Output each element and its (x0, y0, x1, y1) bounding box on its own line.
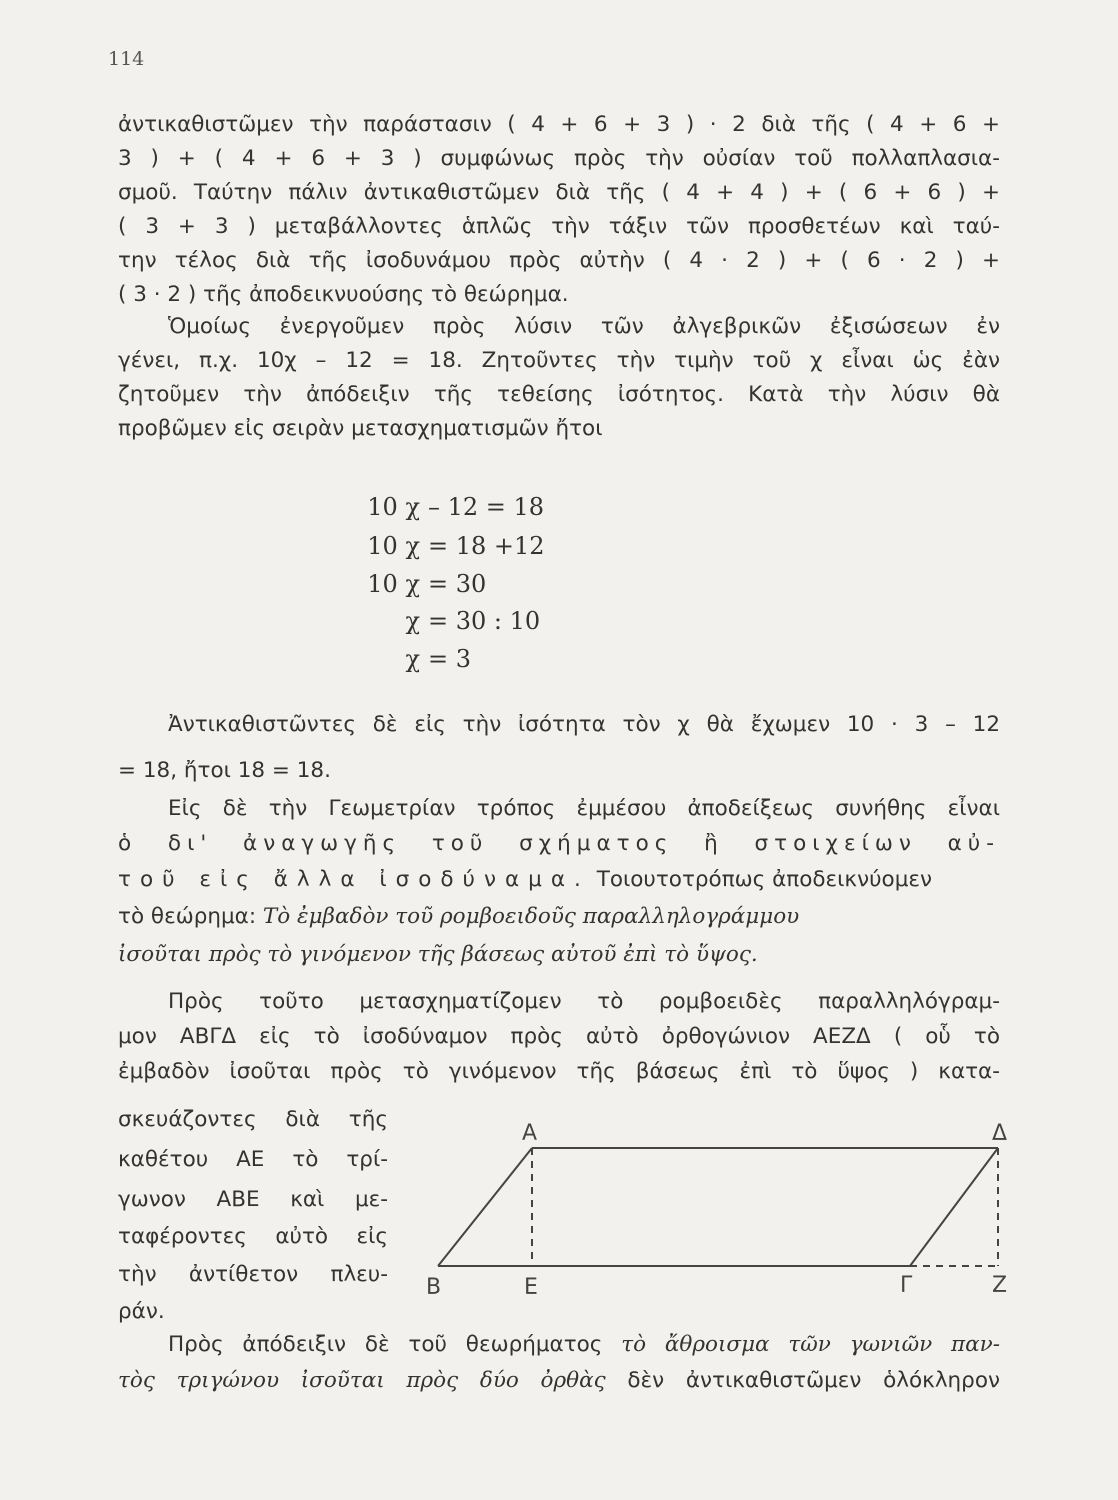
label-E: Ε (524, 1275, 538, 1300)
text-line: ( 3 · 2 ) τῆς ἀποδεικνυούσης τὸ θεώρημα. (118, 282, 569, 307)
text-line (168, 1330, 1000, 1360)
text-line: Εἰς δὲ τὴν Γεωμετρίαν τρόπος ἐμμέσου ἀποδείξεως συνήθης εἶναι (168, 796, 1000, 821)
text-line (118, 865, 1000, 895)
text-line: ἀντικαθιστῶμεν τὴν παράστασιν ( 4 + 6 + 3 ) · 2 διὰ τῆς ( 4 + 6 + (118, 112, 1000, 137)
text-line: ἐμβαδὸν ἰσοῦται πρὸς τὸ γινόμενον τῆς βάσεως ἐπὶ τὸ ὕψος ) κατα- (118, 1059, 1000, 1084)
label-B: Β (426, 1275, 442, 1300)
text-line: γωνον ΑΒΕ καὶ με- (118, 1187, 388, 1212)
equation-rhs: – 12 = 18 (428, 493, 545, 521)
page-number: 114 (108, 48, 145, 70)
text-line: ὁ δι' ἀναγωγῆς τοῦ σχήματος ἢ στοιχείων αὐ- (118, 831, 1000, 856)
label-A: Α (522, 1121, 538, 1146)
text-line: = 18, ἤτοι 18 = 18. (118, 758, 331, 783)
equation-rhs: = 30 : 10 (428, 607, 541, 635)
equation-lhs: χ (405, 607, 420, 635)
equation-rhs: = 3 (428, 645, 472, 673)
italic-theorem: τὸ ἄθροισμα τῶν γωνιῶν παν- (621, 1332, 1000, 1357)
text-line: την τέλος διὰ τῆς ἰσοδυνάμου πρὸς αὐτὴν ( 4 · 2 ) + ( 6 · 2 ) + (118, 248, 1000, 273)
side-AB (438, 1148, 532, 1266)
text-line: τὴν ἀντίθετον πλευ- (118, 1262, 388, 1287)
equation-rhs: = 30 (428, 570, 487, 598)
text-line: γένει, π.χ. 10χ – 12 = 18. Ζητοῦντες τὴν τιμὴν τοῦ χ εἶναι ὡς ἐὰν (118, 348, 1000, 373)
text-line: Πρὸς τοῦτο μετασχηματίζομεν τὸ ρομβοειδὲς παραλληλόγραμ- (168, 989, 1000, 1014)
text-line: σμοῦ. Ταύτην πάλιν ἀντικαθιστῶμεν διὰ τῆς ( 4 + 4 ) + ( 6 + 6 ) + (118, 180, 1000, 205)
equation-lhs: χ (405, 645, 420, 673)
text-line: καθέτου ΑΕ τὸ τρί- (118, 1147, 388, 1172)
text-span: δὲν ἀντικαθιστῶμεν ὁλόκληρον (605, 1368, 1000, 1393)
parallelogram-figure (420, 1118, 1020, 1308)
text-span: Τοιουτοτρόπως ἀποδεικνύομεν (589, 867, 933, 892)
text-line: ( 3 + 3 ) μεταβάλλοντες ἁπλῶς τὴν τάξιν τῶν προσθετέων καὶ ταύ- (118, 214, 1000, 239)
side-DG (910, 1148, 998, 1266)
text-line: μον ΑΒΓΔ εἰς τὸ ἰσοδύναμον πρὸς αὐτὸ ὀρθογώνιον ΑΕΖΔ ( οὗ τὸ (118, 1024, 1000, 1049)
text-line: ταφέροντες αὐτὸ εἰς (118, 1224, 388, 1249)
equation-lhs: 10 χ (367, 493, 420, 521)
text-line (118, 902, 1000, 932)
label-G: Γ (900, 1273, 913, 1298)
equation-rhs: = 18 +12 (428, 532, 545, 560)
italic-theorem: Τὸ ἐμβαδὸν τοῦ ρομβοειδοῦς παραλληλογράμμου (262, 904, 800, 929)
equation-lhs: 10 χ (367, 570, 420, 598)
text-line: Ἀντικαθιστῶντες δὲ εἰς τὴν ἰσότητα τὸν χ θὰ ἔχωμεν 10 · 3 – 12 (168, 712, 1000, 737)
italic-theorem: ἰσοῦται πρὸς τὸ γινόμενον τῆς βάσεως αὐτοῦ ἐπὶ τὸ ὕψος. (118, 942, 758, 967)
text-line: ράν. (118, 1299, 165, 1324)
italic-theorem: τὸς τριγώνου ἰσοῦται πρὸς δύο ὀρθὰς (118, 1368, 606, 1393)
equation-lhs: 10 χ (367, 532, 420, 560)
text-span: Πρὸς ἀπόδειξιν δὲ τοῦ θεωρήματος (168, 1332, 622, 1357)
text-line: Ὁμοίως ἐνεργοῦμεν πρὸς λύσιν τῶν ἀλγεβρικῶν ἐξισώσεων ἐν (168, 314, 1000, 339)
text-line: 3 ) + ( 4 + 6 + 3 ) συμφώνως πρὸς τὴν οὐσίαν τοῦ πολλαπλασια- (118, 146, 1000, 171)
text-line: ζητοῦμεν τὴν ἀπόδειξιν τῆς τεθείσης ἰσότητος. Κατὰ τὴν λύσιν θὰ (118, 382, 1000, 407)
label-Z: Ζ (992, 1273, 1008, 1298)
text-span: τὸ θεώρημα: (118, 904, 263, 929)
text-line: σκευάζοντες διὰ τῆς (118, 1107, 388, 1132)
label-D: Δ (992, 1121, 1008, 1146)
text-line (118, 1366, 1000, 1396)
text-line: προβῶμεν εἰς σειρὰν μετασχηματισμῶν ἤτοι (118, 416, 603, 441)
spaced-text: τοῦ εἰς ἄλλα ἰσοδύναμα. (118, 867, 590, 892)
